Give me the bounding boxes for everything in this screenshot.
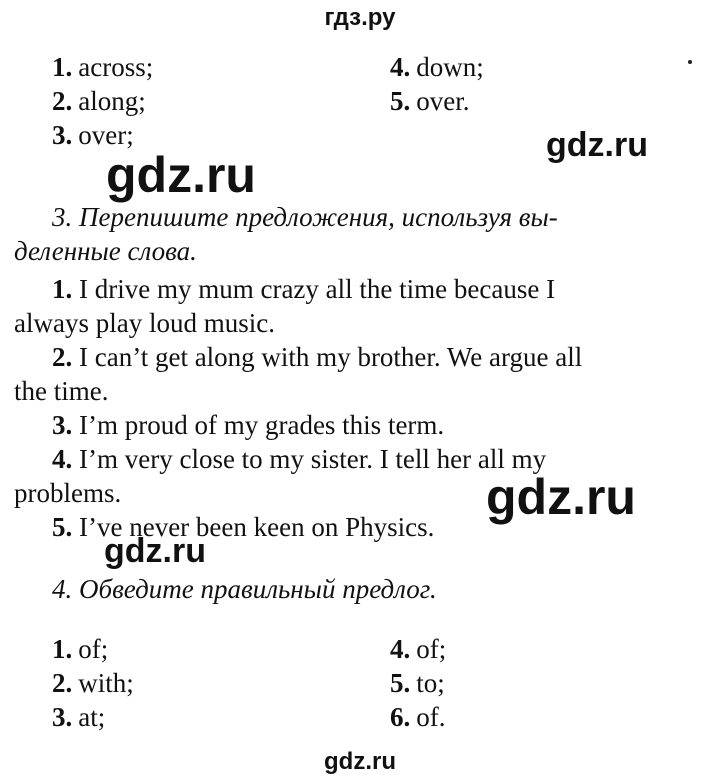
site-header: гдз.ру [324, 4, 396, 31]
task4-answer-2: 2. with; [52, 668, 134, 698]
site-footer: gdz.ru [324, 748, 396, 775]
task4-answer-4: 4. of; [390, 634, 447, 664]
watermark: gdz.ru [486, 469, 636, 525]
watermark: gdz.ru [546, 126, 648, 164]
task2-answer-3: 3. over; [52, 120, 134, 150]
task3-sentence-2: 2. I can’t get along with my brother. We argue all [52, 342, 583, 372]
task2-answer-4: 4. down; [390, 52, 484, 82]
task4-answer-3: 3. at; [52, 702, 106, 732]
task3-sentence-1-cont: always play loud music. [14, 308, 275, 338]
task3-sentence-3: 3. I’m proud of my grades this term. [52, 410, 445, 440]
task2-answer-1: 1. across; [52, 52, 154, 82]
task4-answer-1: 1. of; [52, 634, 109, 664]
task4-title: 4. Обведите правильный предлог. [52, 574, 437, 604]
task3-title-line2: деленные слова. [14, 236, 197, 266]
task3-sentence-5: 5. I’ve never been keen on Physics. [52, 512, 435, 542]
task2-answer-2: 2. along; [52, 86, 146, 116]
watermark: gdz.ru [106, 147, 256, 203]
task3-sentence-4-cont: problems. [14, 478, 122, 508]
stray-dot [688, 60, 692, 64]
task3-sentence-2-cont: the time. [14, 376, 109, 406]
task4-answer-5: 5. to; [390, 668, 445, 698]
task4-answer-6: 6. of. [390, 702, 446, 732]
task3-sentence-4: 4. I’m very close to my sister. I tell her all my [52, 444, 547, 474]
task3-title-line1: 3. Перепишите предложения, используя вы- [52, 202, 558, 232]
task2-answer-5: 5. over. [390, 86, 470, 116]
watermark: gdz.ru [104, 532, 206, 570]
task3-sentence-1: 1. I drive my mum crazy all the time because I [52, 274, 556, 304]
